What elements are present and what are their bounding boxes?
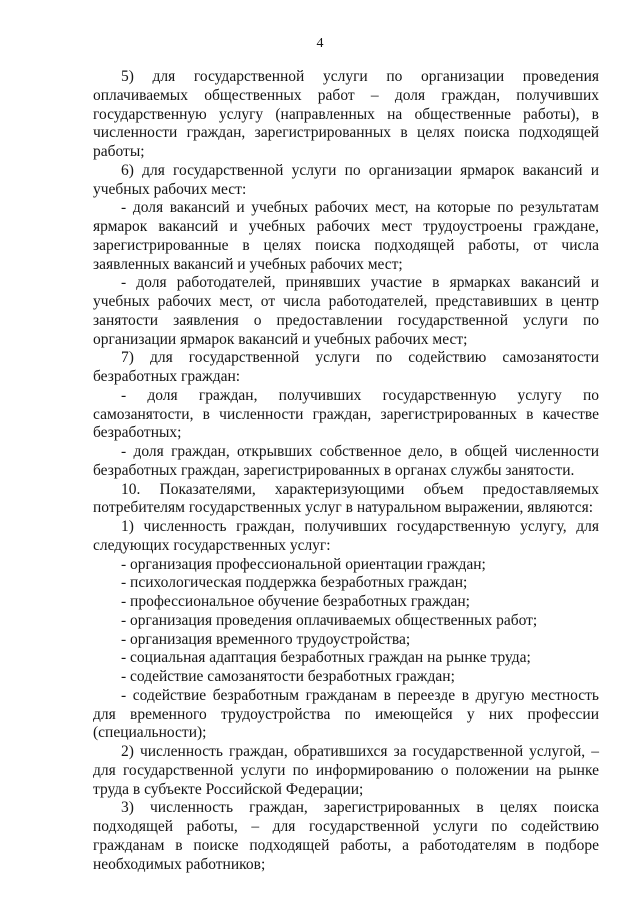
paragraph-item-7: 7) для государственной услуги по содействию самозанятости безработных граждан: [93,349,599,385]
paragraph-bullet: - социальная адаптация безработных граждан на рынке труда; [121,649,531,667]
paragraph-bullet: - содействие безработным гражданам в переезде в другую местность для временного трудоустройства по имеющейся у них профессии (специальности); [93,686,599,742]
paragraph-item-2: 2) численность граждан, обратившихся за государственной услугой, – для государственной услуги по информированию о положении на рынке труда в субъекте Российской Федерации; [93,743,599,798]
paragraph-bullet: - доля граждан, получивших государственную услугу по самозанятости, в численности граждан, зарегистрированных в качестве безработных; [93,386,599,442]
paragraph-bullet: - организация проведения оплачиваемых общественных работ; [121,611,538,629]
paragraph-item-6: 6) для государственной услуги по организации ярмарок вакансий и учебных рабочих мест: [93,161,599,198]
paragraph-item-3: 3) численность граждан, зарегистрированных в целях поиска подходящей работы, – для государственной услуги по содействию гражданам в поиске подходящей работы, а работодателям в подборе необходимых работников; [93,799,599,873]
paragraph-bullet: - доля вакансий и учебных рабочих мест, на которые по результатам ярмарок вакансий и учебных рабочих мест трудоустроены граждане, зарегистрированные в целях поиска подходящей работы, от числа заявленных вакансий и учебных рабочих мест; [93,199,599,273]
paragraph-item-1: 1) численность граждан, получивших государственную услугу, для следующих государственных услуг: [93,518,599,554]
paragraph-bullet: - содействие самозанятости безработных граждан; [121,668,455,685]
document-body [93,68,599,874]
paragraph-bullet: - психологическая поддержка безработных граждан; [121,574,468,592]
paragraph-bullet: - организация временного трудоустройства; [121,630,411,648]
paragraph-bullet: - доля работодателей, принявших участие в ярмарках вакансий и учебных рабочих мест, от числа работодателей, представивших в центр занятости заявления о предоставлении государственной услуги по организации ярмарок вакансий и учебных рабочих мест; [93,274,599,348]
paragraph-bullet: - доля граждан, открывших собственное дело, в общей численности безработных граждан, зарегистрированных в органах службы занятости. [93,443,599,479]
paragraph-bullet: - профессиональное обучение безработных граждан; [121,593,470,610]
paragraph-item-5: 5) для государственной услуги по организации проведения оплачиваемых общественных работ – доля граждан, получивших государственную услугу (направленных на общественные работы), в численности граждан, зарегистрированных в целях поиска подходящей работы; [93,68,599,160]
paragraph-bullet: - организация профессиональной ориентации граждан; [121,555,486,573]
page-number: 4 [316,36,324,51]
paragraph-section-10: 10. Показателями, характеризующими объем предоставляемых потребителям государственных услуг в натуральном выражении, являются: [93,480,599,517]
